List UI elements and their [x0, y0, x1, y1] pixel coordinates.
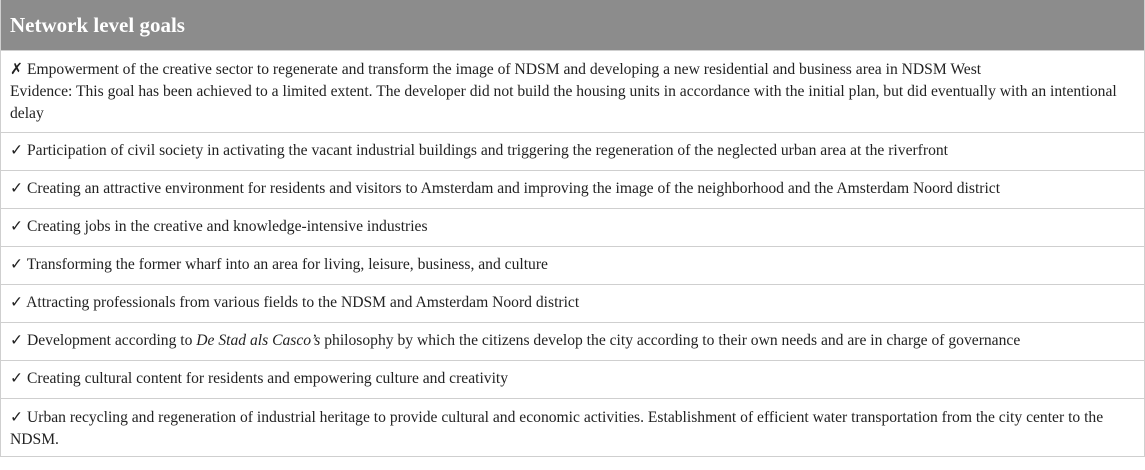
row-goal	[10, 59, 1135, 81]
row-text: Transforming the former wharf into an area for living, leisure, business, and culture	[26, 256, 548, 273]
table-row	[1, 360, 1144, 398]
table-row	[1, 170, 1144, 208]
row-evidence: Evidence: This goal has been achieved to a limited extent. The developer did not build the housing units in accordance with the initial plan, but did eventually with an intentional delay	[10, 83, 1117, 122]
table-header	[1, 0, 1144, 50]
check-mark-icon: ✓	[10, 332, 24, 349]
check-mark-icon: ✓	[10, 142, 24, 159]
check-mark-icon: ✓	[10, 294, 24, 311]
row-text: Participation of civil society in activating the vacant industrial buildings and triggering the regeneration of the neglected urban area at the riverfront	[26, 142, 948, 159]
row-text-after: philosophy by which the citizens develop the city according to their own needs and are in charge of governance	[320, 332, 1021, 349]
header-title: Network level goals	[10, 12, 185, 37]
row-text: Creating an attractive environment for residents and visitors to Amsterdam and improving the image of the neighborhood and the Amsterdam Noord district	[26, 180, 1001, 197]
table-row	[1, 50, 1144, 132]
check-mark-icon: ✓	[10, 256, 24, 273]
check-mark-icon: ✓	[10, 180, 24, 197]
row-text: Creating jobs in the creative and knowledge-intensive industries	[26, 218, 428, 235]
check-mark-icon: ✓	[10, 409, 24, 426]
table-row	[1, 322, 1144, 360]
row-text: Urban recycling and regeneration of industrial heritage to provide cultural and economic activities. Establishment of efficient water transportation from the city center to the NDSM.	[10, 409, 1104, 448]
table-row	[1, 208, 1144, 246]
check-mark-icon: ✓	[10, 370, 24, 387]
row-text: Creating cultural content for residents and empowering culture and creativity	[26, 370, 509, 387]
row-text: Attracting professionals from various fields to the NDSM and Amsterdam Noord district	[26, 294, 580, 311]
row-text-italic: De Stad als Casco’s	[196, 332, 321, 349]
table-row	[1, 284, 1144, 322]
table-row	[1, 398, 1144, 456]
check-mark-icon: ✓	[10, 218, 24, 235]
table-row	[1, 132, 1144, 170]
cross-mark-icon: ✗	[10, 61, 24, 78]
row-text: Empowerment of the creative sector to regenerate and transform the image of NDSM and developing a new residential and business area in NDSM West	[26, 61, 982, 78]
table-row	[1, 246, 1144, 284]
row-text-before: Development according to	[26, 332, 197, 349]
